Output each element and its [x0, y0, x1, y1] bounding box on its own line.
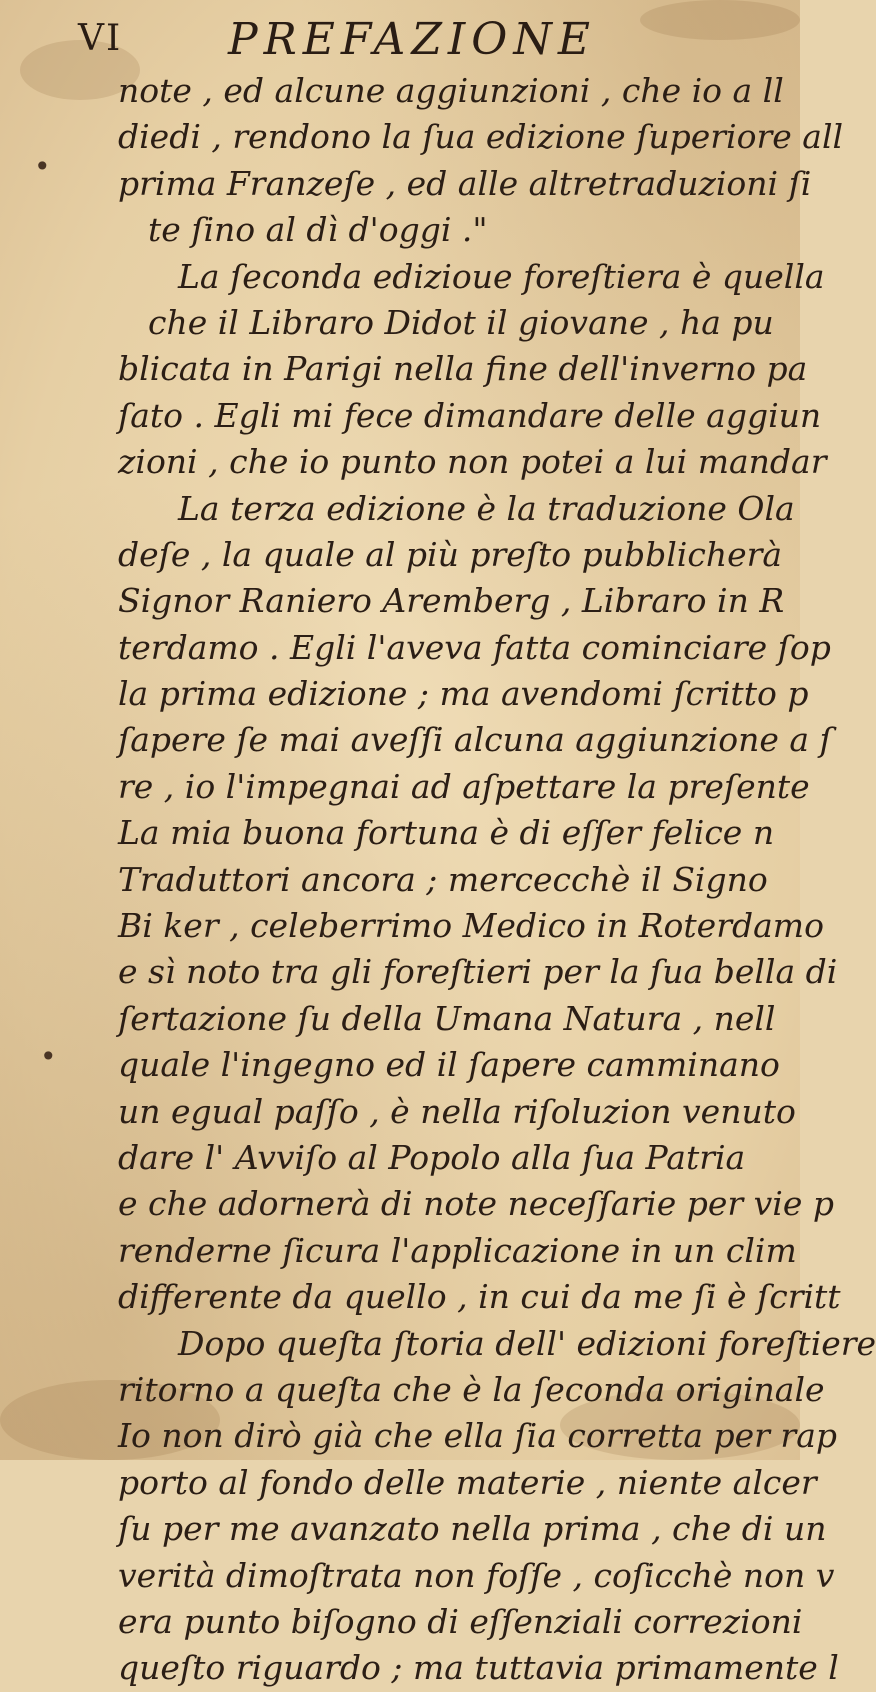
- text-line: diedi , rendono la ſua edizione ſuperiore all: [118, 117, 844, 157]
- body-text: [118, 68, 876, 1692]
- text-line: differente da quello , in cui da me ſi è ſcritt: [118, 1277, 841, 1317]
- text-line: note , ed alcune aggiunzioni , che io a ll: [118, 71, 784, 110]
- text-line: La mia buona fortuna è di eſſer felice n: [118, 813, 775, 853]
- text-line: Traduttori ancora ; mercecchè il Signo: [118, 859, 768, 899]
- text-line: dare l' Avviſo al Popolo alla ſua Patria: [118, 1137, 746, 1177]
- text-line: te ſino al dì d'oggi .": [148, 210, 488, 250]
- text-line: Signor Raniero Aremberg , Libraro in R: [118, 581, 785, 621]
- text-line: La terza edizione è la traduzione Ola: [178, 488, 795, 528]
- margin-mark: •: [34, 150, 51, 183]
- running-head: PREFAZIONE: [228, 14, 596, 65]
- text-line: ſato . Egli mi fece dimandare delle aggiun: [118, 395, 822, 435]
- text-line: prima Franzeſe , ed alle altretraduzioni ſi: [118, 163, 812, 203]
- text-line: Dopo queſta ſtoria dell' edizioni foreſtiere: [178, 1323, 876, 1363]
- text-line: La ſeconda edizioue foreſtiera è quella: [178, 256, 825, 296]
- text-line: renderne ſicura l'applicazione in un clim: [118, 1230, 797, 1270]
- text-line: Io non dirò già che ella ſia corretta per rap: [118, 1416, 838, 1456]
- text-line: deſe , la quale al più preſto pubblicherà: [118, 534, 783, 574]
- text-line: porto al fondo delle materie , niente alcer: [118, 1462, 817, 1502]
- margin-mark: •: [40, 1040, 57, 1073]
- text-line: quale l'ingegno ed il ſapere camminano: [118, 1045, 780, 1085]
- text-line: ſapere ſe mai aveſſi alcuna aggiunzione a ſ: [118, 720, 832, 760]
- text-line: e sì noto tra gli foreſtieri per la ſua bella di: [118, 952, 838, 992]
- text-line: zioni , che io punto non potei a lui mandar: [118, 442, 827, 482]
- text-line: ſertazione ſu della Umana Natura , nell: [118, 998, 776, 1038]
- page-header: [78, 14, 778, 66]
- text-line: era punto biſogno di eſſenziali correzioni: [118, 1601, 803, 1641]
- text-line: terdamo . Egli l'aveva fatta cominciare ſop: [118, 627, 831, 667]
- text-line: ritorno a queſta che è la ſeconda originale: [118, 1369, 825, 1409]
- text-line: blicata in Parigi nella fine dell'inverno pa: [118, 349, 808, 389]
- text-line: e che adornerà di note neceſſarie per vie p: [118, 1184, 835, 1224]
- text-line: queſto riguardo ; ma tuttavia primamente l: [118, 1648, 839, 1688]
- text-line: ſu per me avanzato nella prima , che di un: [118, 1509, 827, 1549]
- text-line: re , io l'impegnai ad aſpettare la preſente: [118, 766, 810, 806]
- text-line: la prima edizione ; ma avendomi ſcritto p: [118, 674, 809, 714]
- text-line: verità dimoſtrata non foſſe , coſicchè non v: [118, 1555, 835, 1595]
- text-line: Bi ker , celeberrimo Medico in Roterdamo: [118, 906, 824, 946]
- text-line: un egual paſſo , è nella riſoluzion venuto: [118, 1091, 796, 1131]
- page-number: VI: [78, 18, 123, 59]
- text-line: che il Libraro Didot il giovane , ha pu: [148, 302, 774, 342]
